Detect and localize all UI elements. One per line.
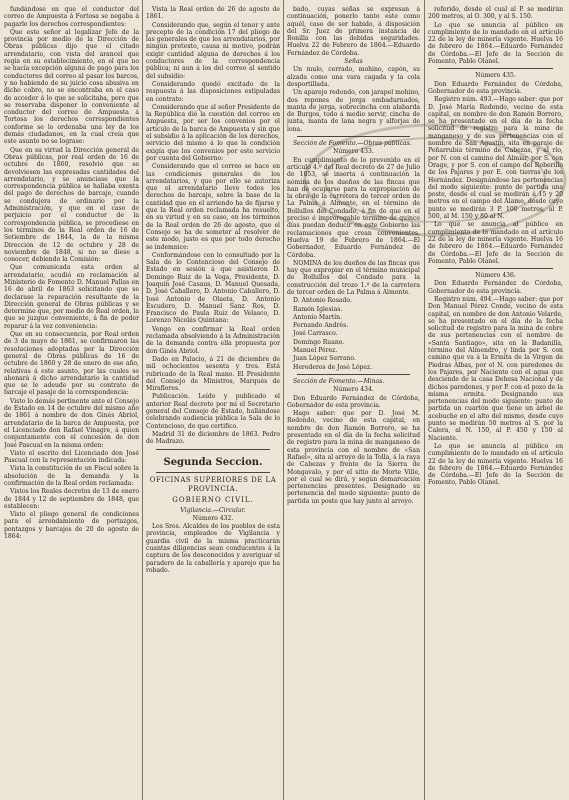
paragraph: Madrid 31 de diciembre de 1863. Pedro de Madrazo. bbox=[146, 430, 280, 446]
section-divider bbox=[438, 268, 553, 269]
column-divider bbox=[142, 0, 143, 800]
owner-name: Fernando Andrés. bbox=[293, 322, 349, 330]
paragraph: Que comunicada esta orden al arrendatario, acudió en reclamación al Ministerio de Fomento D. Manuel Pallas en 16 de abril de 1863 solicitando que se declarase la reparación resultante de la Dirección general de Obras públicas y se determine que, por medio de Real orden, la que se juzgue conveniente, á fin de poder reparar á la vez conveniencia: bbox=[4, 264, 139, 330]
paragraph: Considerando que el correo se hace en las condiciones generales de los arrendatarios, y que por ello se autoriza que el arrendatario lleve todos los derechos de barcaje, sobre la base de la cantidad que en el arriendo ha de fijarse y que la Real orden reclamada ha resuelto, en su virtud y en su caso, en los términos de la Real orden de 26 de agosto, que el Consejo se ha de someter al resolver de este modo, justo es que por todo derecho se indemnice: bbox=[146, 163, 280, 251]
paragraph: Registro núm. 493.—Hago saber: que por D. José María Redondo, vecino de esta capital, en nombre de don Ramón Borrero, se ha presentado en el día de la fecha solicitud de registro para la mina de manganeso y de sus pertenencias con el nombre de San Agustín, sita en paraje de Peñarrubia término de Cabezas, y al río, por N. con el camino del Almiar, por S. con Orage, y por S. con el campo del Roberillo de los Pajares y por E. con tierras de los Hernández. Designándose las pertenencias del modo siguiente: punto de partida una poste, desde el cual se medirán á 15 y 20 metros en el campo del Álamo, desde cuyo punto se medirán 3 P. 100 metros, al P. 500, al M. 150 y 80 al N. bbox=[428, 96, 563, 221]
paragraph: fundándose en que el conductor del correo de Ampuesta á Fortosa se negaba á pagarle los derechos correspondientes: bbox=[4, 6, 139, 28]
column-1 bbox=[4, 6, 139, 796]
paragraph: Que en su consecuencia, por Real orden de 3 de mayo de 1861, se confirmaron las resoluciones adoptadas por la Dirección general de Obras públicas de 16 de octubre de 1860 y 28 de enero de ese año, relativas á este asunto, por las cuales se abonará á dicho arrendatario la cantidad que se le adeude por su contrato de barcaje el pasaje de la correspondencia: bbox=[4, 331, 139, 397]
paragraph: Un mulo, cerrado, mohino, capón, su alzada como una vara cagada y la cola desportillada. bbox=[287, 66, 420, 88]
column-divider bbox=[424, 0, 425, 800]
column-divider bbox=[283, 0, 284, 800]
section-divider bbox=[297, 374, 410, 375]
paragraph: Lo que se anuncia al público en cumplimiento de lo mandado en el artículo 22 de la ley de minería vigente. Huelva 16 de febrero de 1864.—Eduardo Fernández de Córdoba.—El Jefe de la Sección de Fomento, Pablo Olanel. bbox=[428, 442, 563, 487]
paragraph: NOMINA de los dueños de las fincas que hay que expropiar en el término municipal de Bollullos del Condado para la construcción del trozo 1.º de la carretera de tercer orden de La Palma á Almonte. bbox=[287, 259, 420, 296]
owner-name: Antonio Martín. bbox=[293, 313, 342, 321]
notice-number: Número 436. bbox=[475, 272, 516, 280]
paragraph: Registro núm. 494.—Hago saber: que por Don Manuel Pérez Conde, vecino de esta capital, en nombre de don Antonio Velarde, se ha presentado en el día de la fecha solicitud de registro para la mina de cobre de sus pertenencias con el nombre de «Santa Santiago», sita en la Badanilla, término del Almendro, y linda por S. con camino que va á la Ermita de la Virgen de Piedras Albas, por el N. con paredones de los Pajares, por Naciente con el agua que desciende de la casa Dehesa Nacional y de dichos paredones, y por P. con el pozo de la misma ermita. Designando sus pertenencias del modo siguiente: punto de partida un cuartón que tiene un árbol de acebuche en el alto del mismo, desde cuyo punto se medirán 50 metros al S. por la Calera, al N. 150, al P. 450 y 150 al Naciente. bbox=[428, 295, 563, 442]
paragraph: Que en su virtud la Dirección general de Obras públicas, por real orden de 16 de octubre de 1860, resolvió que se devolviesen las expresadas cantidades del arrendatario, y se anunciase que la correspondencia pública se hallaba exenta del pago de derechos de barcaje, cuando se condujera de ordinario por la Administración, y que en el caso de perjuicio por el conductor de la correspondencia pública, se procediese en los términos de la Real orden de 16 de Setiembre de 1844, la de la misma Dirección de 12 de octubre y 28 de noviembre de 1848, si no se diese a conocer, debiendo la Comisión: bbox=[4, 146, 139, 264]
section-heading: Segunda Seccion. bbox=[163, 456, 263, 468]
government-heading: GOBIERNO CIVIL. bbox=[172, 495, 254, 504]
owner-name: Herederos de José López. bbox=[293, 363, 373, 371]
vigilance-heading: Vigilancia.—Circular. bbox=[180, 506, 246, 514]
paragraph: Visto lo demás pertinente ante el Consejo de Estado en 14 de octubre del mismo año de 1861 á nombre de don Ginés Abriol, arrendatario de la barca de Ampuesta, por el Licenciado don Rafael Vinagre, á quien conjuntamente con el concesión de don José Pascual en la misma orden: bbox=[4, 397, 139, 449]
paragraph: bado, cuyas señas se expresan á continuación, ponerlo tanto este como aquél, caso de ser habido, á disposición del Sr. Juez de primera instancia de Bonilla con las debidas seguridades. Huelva 22 de Febrero de 1864.—Eduardo Fernández de Córdoba. bbox=[287, 6, 420, 57]
paragraph: Dado en Palacio, á 21 de diciembre de mil ochocientos sesenta y tres. Está rubricado de la Real mano. El Presidente del Consejo de Ministros, Marqués de Miraflores. bbox=[146, 355, 280, 393]
paragraph: Don Eduardo Fernández de Córdoba, Gobernador de esta provincia. bbox=[428, 280, 563, 295]
features-heading: Señas bbox=[344, 58, 363, 66]
paragraph: Lo que se anuncia al público en cumplimiento de lo mandado en el artículo 22 de la ley de minería vigente. Huelva 16 de febrero de 1864.—Eduardo Fernández de Córdoba.—El Jefe de la Sección de Fomento, Pablo Olanel. bbox=[428, 21, 563, 66]
paragraph: Don Eduardo Fernández de Córdoba, Gobernador de esta provincia. bbox=[287, 394, 420, 409]
paragraph: Visto el pliego general de condiciones para el arrendamiento de portazgos, pontazgos y barcajes de 20 de agosto de 1864: bbox=[4, 511, 139, 541]
paragraph: Considerando quedó excitado de la respuesta á las disposiciones estipuladas en contrato: bbox=[146, 80, 280, 103]
paragraph: Don Eduardo Fernández de Córdoba, Gobernador de esta provincia. bbox=[428, 80, 563, 95]
owner-name: Manuel Pérez. bbox=[293, 347, 338, 355]
owner-name: José Carrasco. bbox=[293, 330, 338, 338]
paragraph: Publicación. Leído y publicado el anterior Real decreto por mí el Secretario general del Consejo de Estado, hallándose celebrando audiencia pública la Sala de lo Contencioso, de que certifico. bbox=[146, 393, 280, 430]
paragraph: Los Sres. Alcaldes de los pueblos de esta provincia, empleados de Vigilancia y guardia civil de la misma practicarán cuantas diligencias sean conducentes á la captura de los desconocidos y averiguar el paradero de la caballería y aparejo que ha robado. bbox=[146, 523, 280, 574]
paragraph: referido, desde el cual al P. se medirán 200 metros, al O. 300, y al S. 150. bbox=[428, 6, 563, 21]
section-divider bbox=[156, 449, 270, 450]
fomento-heading: Sección de Fomento.—Obras públicas. bbox=[293, 140, 412, 148]
paragraph: Vistos los Reales decretos de 13 de enero de 1844 y 12 de septiembre de 1848, que establecen: bbox=[4, 488, 139, 510]
paragraph: Conformándose con lo consultado por la Sala de lo Contencioso del Consejo de Estado en sesión á que asistieron D. Domingo Ruiz de la Vega, Presidente, D. Joaquín José Casaus, D. Manuel Quesada, D. José Caballero, D. Antonio Caballero, D. José Antonio de Olaeta, D. Antonio Escudero, D. Manuel Sanz Ros, D. Francisco de Paula Ruiz de Velasco, D. Lorenzo Nicolás Quintana: bbox=[146, 251, 280, 325]
paragraph: Vengo en confirmar la Real orden reclamada absolviendo á la Administración de la demanda contra ella propuesta por don Ginés Abriol. bbox=[146, 325, 280, 355]
paragraph: Considerando que, según el tenor y ante precepto de la condición 17 del pliego de las generales de que los arrendatarios, por ningún pretexto, causa ni motivo, podrán exigir cantidad alguna de derechos á los conductores de la correspondencia pública; ni aun á los del correo al sentido del subsidio: bbox=[146, 21, 280, 80]
paragraph: Lo que se anuncia al público en cumplimiento de lo mandado en el artículo 22 de la ley de minería vigente. Huelva 16 de febrero de 1864.—Eduardo Fernández de Córdoba.—El Jefe de la Sección de Fomento, Pablo Olanel. bbox=[428, 221, 563, 265]
owner-name: Juan López Serrano. bbox=[293, 355, 356, 363]
section-divider bbox=[156, 472, 270, 473]
paragraph: Visto el escrito del Licenciado don José Pascual con la representación indicada: bbox=[4, 449, 139, 465]
paragraph: Que este señor al legalizar Jefe de la provincia por medio de la Dirección de Obras públicas dijo que el citado arrendatario, con vista del arancel que regía en su establecimiento, en el que no se hacía excepción alguna de pago para los conductores del correo al pasar los barcos, y no habiendo de su juicio cosa abusiva en dicho cobro, no se encontraba en el caso de acceder á lo que se solicitaba, pero que se reservaba disponer lo conveniente al conductor del correo de Ampuesta á Tortosa los derechos correspondientes conforme se lo ordenaba una ley de los demás ciudadanos, en la cual creía que este asunto no se lograse: bbox=[4, 28, 139, 146]
paragraph: Considerando que al señor Presidente de la República dió la cuestión del correo en Ampuesta, por ser los convenios por el artículo de la barca de Ampuesta y sin que el subsidio á la aplicación de los derechos, servicio del mismo á lo que la condición exigía que los convenios por este servicio por cuenta del Gobierno: bbox=[146, 103, 280, 162]
mines-heading: Sección de Fomento.—Minas. bbox=[293, 377, 385, 385]
owner-name: Domingo Ruano. bbox=[293, 338, 345, 346]
notice-number: Número 435. bbox=[475, 72, 516, 80]
notice-number: Número 434. bbox=[333, 386, 374, 394]
column-2 bbox=[146, 6, 280, 796]
notice-number: Número 433. bbox=[333, 148, 374, 156]
section-divider bbox=[297, 136, 410, 137]
paragraph: Un aparejo redondo, con jarapel mohino, dos repones de jerga embadurnados, manta de jerga, sobrecincha con alabarda de Burgos, todo á medio servir, cincha de junta, manta de lana negra y alforjas de lona. bbox=[287, 89, 420, 133]
paragraph: Vista la constitución de un Fiscal sobre la absolución de la demanda y la confirmación de la Real orden reclamada: bbox=[4, 465, 139, 487]
section-divider bbox=[438, 68, 553, 69]
owner-name: Ramón Iglesias. bbox=[293, 305, 343, 313]
paragraph: Hago saber: que por D. José M. Redondo, vecino de esta capital, en nombre de don Ramón Borrero, se ha presentado en el día de la fecha solicitud de registro para la mina de manganeso de esta provincia con el nombre de «San Rafael», sita al arroyo de la Tolla, á la raya de Cabezas y frente de la Sierra de Mongavalo, y por el sitio de Morte Ville, por el cual se dirá, y según demarcación pertenencias presentes. Designado su pertenencia del modo siguiente: punto de partida un poste que hay junto al arroyo. bbox=[287, 410, 420, 505]
column-3 bbox=[287, 6, 420, 796]
column-4 bbox=[428, 6, 563, 796]
paragraph: En cumplimiento de lo prevenido en el artículo 4.º del Real decreto de 27 de Julio de 1853, se inserta á continuación la nómina de los dueños de las fincas que han de ocuparse para la expropiación de la obra de la carretera de tercer orden de La Palma á Almonte, en el término de Bollullos del Condado, á fin de que en el preciso é improrogable término de quince días puedan deducir en este Gobierno las reclamaciones que crean convenientes. Huelva 19 de Febrero de 1864.—El Gobernador, Eduardo Fernández de Córdoba. bbox=[287, 156, 420, 259]
paragraph: Vista la Real orden de 26 de agosto de 1861. bbox=[146, 6, 280, 21]
owner-name: D. Antonio Rosado. bbox=[293, 297, 352, 305]
notice-number: Número 432. bbox=[192, 514, 234, 522]
offices-heading: OFICINAS SUPERIORES DE LA PROVINCIA. bbox=[149, 475, 277, 493]
